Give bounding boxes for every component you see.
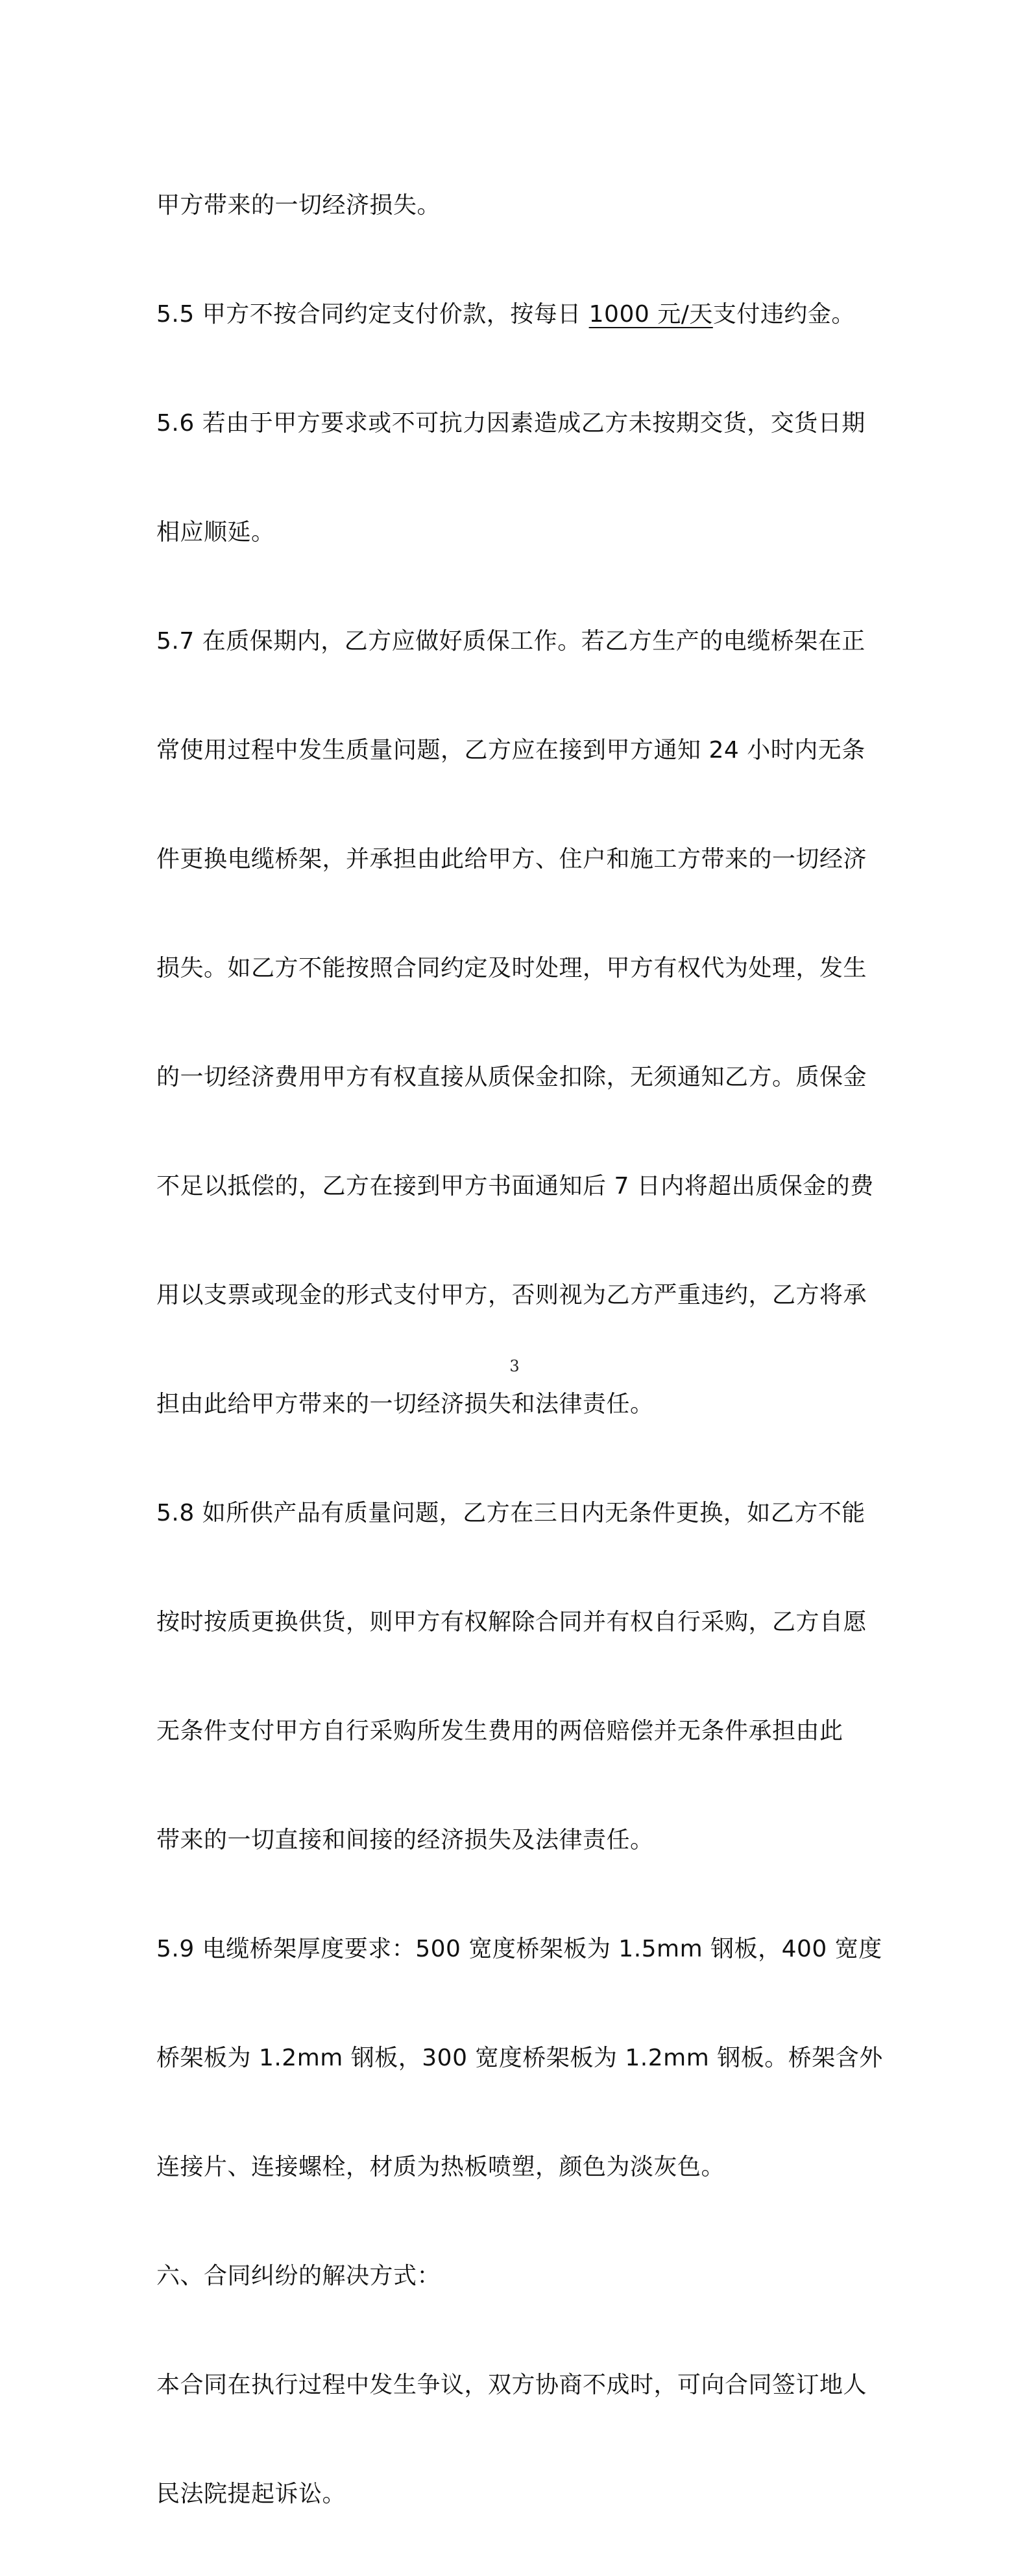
penalty-text-before: 5.5 甲方不按合同约定支付价款，按每日 (156, 301, 589, 328)
penalty-amount: 1000 元/天 (588, 301, 713, 328)
text-line: 5.8 如所供产品有质量问题，乙方在三日内无条件更换，如乙方不能 (156, 1500, 866, 1526)
text-line: 担由此给甲方带来的一切经济损失和法律责任。 (156, 1391, 654, 1417)
text-line: 5.6 若由于甲方要求或不可抗力因素造成乙方未按期交货，交货日期 (156, 410, 866, 437)
text-line: 桥架板为 1.2mm 钢板，300 宽度桥架板为 1.2mm 钢板。桥架含外 (156, 2045, 883, 2071)
text-line: 无条件支付甲方自行采购所发生费用的两倍赔偿并无条件承担由此 (156, 1718, 843, 1744)
text-line: 相应顺延。 (156, 519, 275, 546)
contract-body (156, 124, 883, 2576)
text-line: 件更换电缆桥架，并承担由此给甲方、住户和施工方带来的一切经济 (156, 846, 867, 873)
text-line: 按时按质更换供货，则甲方有权解除合同并有权自行采购，乙方自愿 (156, 1609, 867, 1635)
text-line: 不足以抵偿的，乙方在接到甲方书面通知后 7 日内将超出质保金的费 (156, 1173, 874, 1199)
text-line: 5.7 在质保期内，乙方应做好质保工作。若乙方生产的电缆桥架在正 (156, 628, 866, 655)
text-line-penalty (156, 287, 877, 342)
text-line: 5.9 电缆桥架厚度要求：500 宽度桥架板为 1.5mm 钢板，400 宽度 (156, 1936, 882, 1962)
section-heading: 六、合同纠纷的解决方式： (156, 2263, 441, 2289)
text-line: 本合同在执行过程中发生争议，双方协商不成时，可向合同签订地人 (156, 2372, 867, 2398)
text-line: 损失。如乙方不能按照合同约定及时处理，甲方有权代为处理，发生 (156, 955, 867, 981)
text-line: 连接片、连接螺栓，材质为热板喷塑，颜色为淡灰色。 (156, 2154, 725, 2180)
text-line: 的一切经济费用甲方有权直接从质保金扣除，无须通知乙方。质保金 (156, 1064, 867, 1090)
text-line: 甲方带来的一切经济损失。 (156, 192, 441, 219)
text-line: 用以支票或现金的形式支付甲方，否则视为乙方严重违约，乙方将承 (156, 1282, 867, 1308)
text-line: 民法院提起诉讼。 (156, 2481, 346, 2507)
text-line: 常使用过程中发生质量问题，乙方应在接到甲方通知 24 小时内无条 (156, 737, 866, 764)
penalty-text-after: 支付违约金。 (712, 301, 855, 328)
page-number: 3 (509, 1357, 520, 1375)
text-line: 带来的一切直接和间接的经济损失及法律责任。 (156, 1827, 654, 1853)
